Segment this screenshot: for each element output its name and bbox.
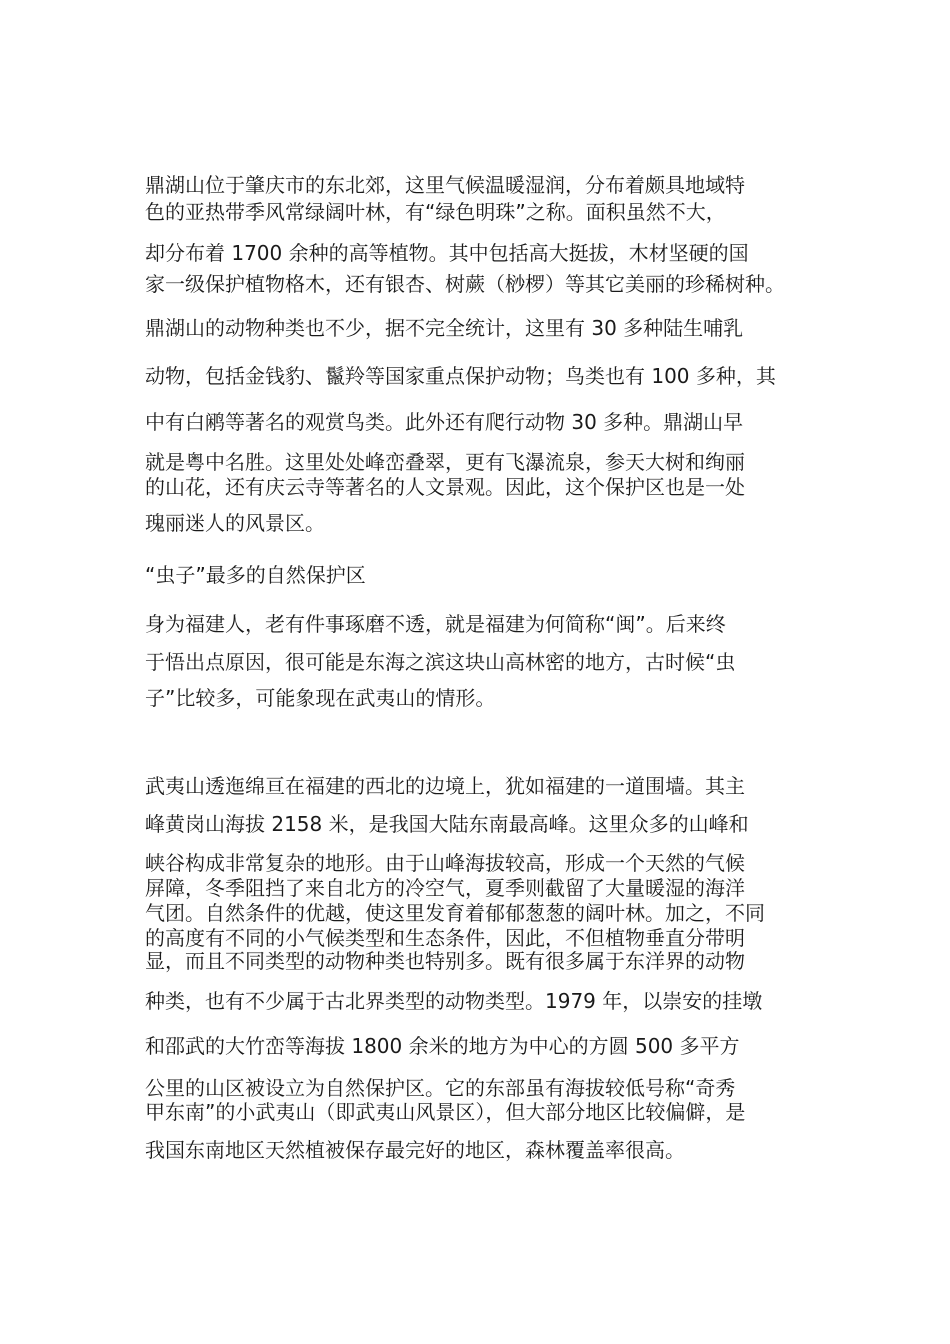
paragraph-line: 子”比较多，可能象现在武夷山的情形。 — [145, 686, 496, 710]
paragraph-line: 公里的山区被设立为自然保护区。它的东部虽有海拔较低号称“奇秀 — [145, 1076, 736, 1100]
paragraph-line: 甲东南”的小武夷山（即武夷山风景区），但大部分地区比较偏僻，是 — [145, 1100, 746, 1124]
paragraph-line: 动物，包括金钱豹、鬣羚等国家重点保护动物；鸟类也有 100 多种，其 — [145, 364, 776, 388]
paragraph-line: 鼎湖山位于肇庆市的东北郊，这里气候温暖湿润，分布着颇具地域特 — [145, 173, 745, 197]
paragraph-line: 峡谷构成非常复杂的地形。由于山峰海拔较高，形成一个天然的气候 — [145, 851, 745, 875]
paragraph-line: 的山花，还有庆云寺等著名的人文景观。因此，这个保护区也是一处 — [145, 475, 745, 499]
paragraph-line: 家一级保护植物格木，还有银杏、树蕨（桫椤）等其它美丽的珍稀树种。 — [145, 272, 785, 296]
paragraph-line: 峰黄岗山海拔 2158 米，是我国大陆东南最高峰。这里众多的山峰和 — [145, 812, 749, 836]
paragraph-line: 显，而且不同类型的动物种类也特别多。既有很多属于东洋界的动物 — [145, 949, 745, 973]
paragraph-line: 色的亚热带季风常绿阔叶林，有“绿色明珠”之称。面积虽然不大， — [145, 200, 726, 224]
paragraph-line: 就是粤中名胜。这里处处峰峦叠翠，更有飞瀑流泉，参天大树和绚丽 — [145, 450, 745, 474]
section-heading: “虫子”最多的自然保护区 — [145, 563, 366, 587]
paragraph-line: 中有白鹇等著名的观赏鸟类。此外还有爬行动物 30 多种。鼎湖山早 — [145, 410, 744, 434]
paragraph-line: 和邵武的大竹峦等海拔 1800 余米的地方为中心的方圆 500 多平方 — [145, 1034, 740, 1058]
paragraph-line: 身为福建人，老有件事琢磨不透，就是福建为何简称“闽”。后来终 — [145, 612, 726, 636]
paragraph-line: 瑰丽迷人的风景区。 — [145, 511, 325, 535]
paragraph-line: 于悟出点原因，很可能是东海之滨这块山高林密的地方，古时候“虫 — [145, 650, 736, 674]
paragraph-line: 种类，也有不少属于古北界类型的动物类型。1979 年，以崇安的挂墩 — [145, 989, 763, 1013]
paragraph-line: 却分布着 1700 余种的高等植物。其中包括高大挺拔，木材坚硬的国 — [145, 241, 749, 265]
paragraph-line: 屏障，冬季阻挡了来自北方的冷空气，夏季则截留了大量暖湿的海洋 — [145, 876, 745, 900]
paragraph-line: 的高度有不同的小气候类型和生态条件，因此，不但植物垂直分带明 — [145, 926, 745, 950]
paragraph-line: 武夷山透迤绵亘在福建的西北的边境上，犹如福建的一道围墙。其主 — [145, 774, 745, 798]
paragraph-line: 我国东南地区天然植被保存最完好的地区，森林覆盖率很高。 — [145, 1138, 685, 1162]
paragraph-line: 气团。自然条件的优越，使这里发育着郁郁葱葱的阔叶林。加之，不同 — [145, 901, 765, 925]
paragraph-line: 鼎湖山的动物种类也不少，据不完全统计，这里有 30 多种陆生哺乳 — [145, 316, 744, 340]
